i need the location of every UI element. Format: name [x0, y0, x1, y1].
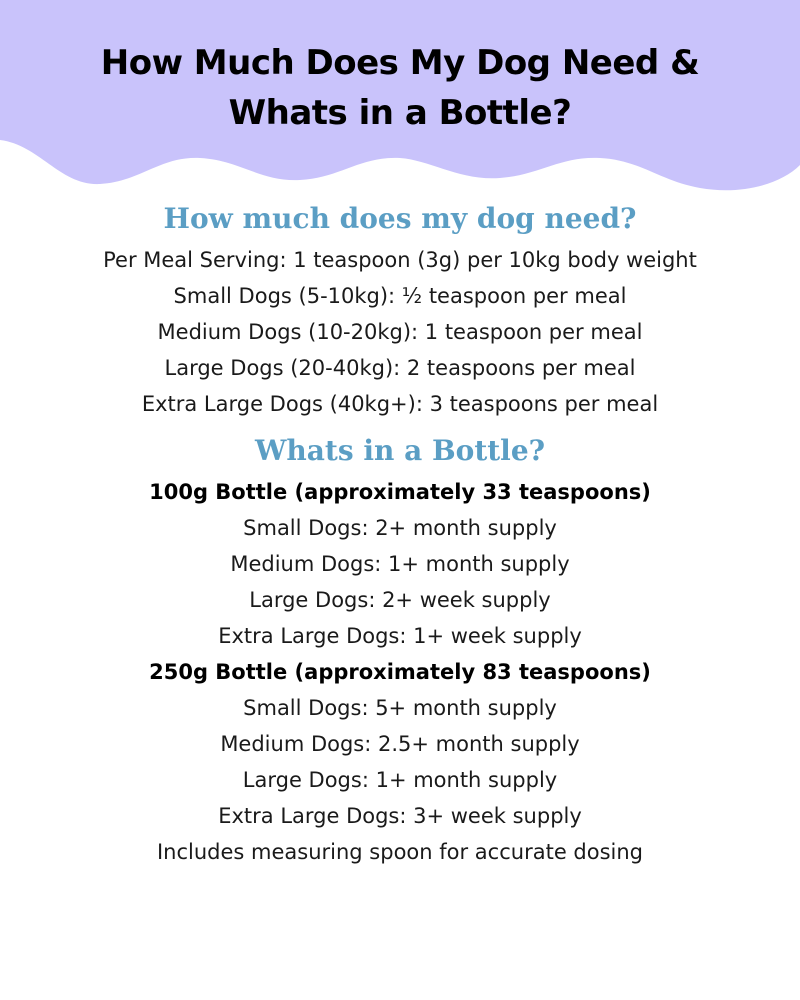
bottle-250g-item-small: Small Dogs: 5+ month supply [243, 696, 557, 720]
bottle-250g-item-large: Large Dogs: 1+ month supply [242, 768, 558, 792]
footer-note-list [0, 834, 800, 870]
bottle-100g-title: 100g Bottle (approximately 33 teaspoons) [149, 480, 651, 504]
bottle-100g-item-small: Small Dogs: 2+ month supply [243, 516, 557, 540]
bottle-section [0, 428, 800, 870]
dose-item-medium: Medium Dogs (10-20kg): 1 teaspoon per meal [157, 320, 643, 344]
dose-section [0, 196, 800, 422]
dose-item-per-meal: Per Meal Serving: 1 teaspoon (3g) per 10kg body weight [103, 248, 697, 272]
bottle-100g-item-medium: Medium Dogs: 1+ month supply [230, 552, 570, 576]
bottle-100g-item-extra-large: Extra Large Dogs: 1+ week supply [218, 624, 582, 648]
main-content [0, 196, 800, 870]
page-title [0, 38, 800, 138]
bottle-250g-title: 250g Bottle (approximately 83 teaspoons) [149, 660, 651, 684]
bottle-250g-item-extra-large: Extra Large Dogs: 3+ week supply [218, 804, 582, 828]
title-line-1: How Much Does My Dog Need & [100, 43, 700, 83]
bottle-250g-list [0, 690, 800, 834]
measuring-spoon-note: Includes measuring spoon for accurate dosing [156, 840, 644, 864]
bottle-section-heading: Whats in a Bottle? [254, 434, 546, 467]
dose-section-heading: How much does my dog need? [163, 202, 637, 235]
dose-list [0, 242, 800, 422]
bottle-100g-list [0, 510, 800, 654]
bottle-100g-item-large: Large Dogs: 2+ week supply [249, 588, 551, 612]
dose-item-large: Large Dogs (20-40kg): 2 teaspoons per meal [164, 356, 636, 380]
dose-item-small: Small Dogs (5-10kg): ½ teaspoon per meal [173, 284, 627, 308]
dose-item-extra-large: Extra Large Dogs (40kg+): 3 teaspoons per meal [141, 392, 659, 416]
bottle-250g-item-medium: Medium Dogs: 2.5+ month supply [220, 732, 580, 756]
title-line-2: Whats in a Bottle? [228, 93, 572, 133]
header-banner [0, 0, 800, 200]
